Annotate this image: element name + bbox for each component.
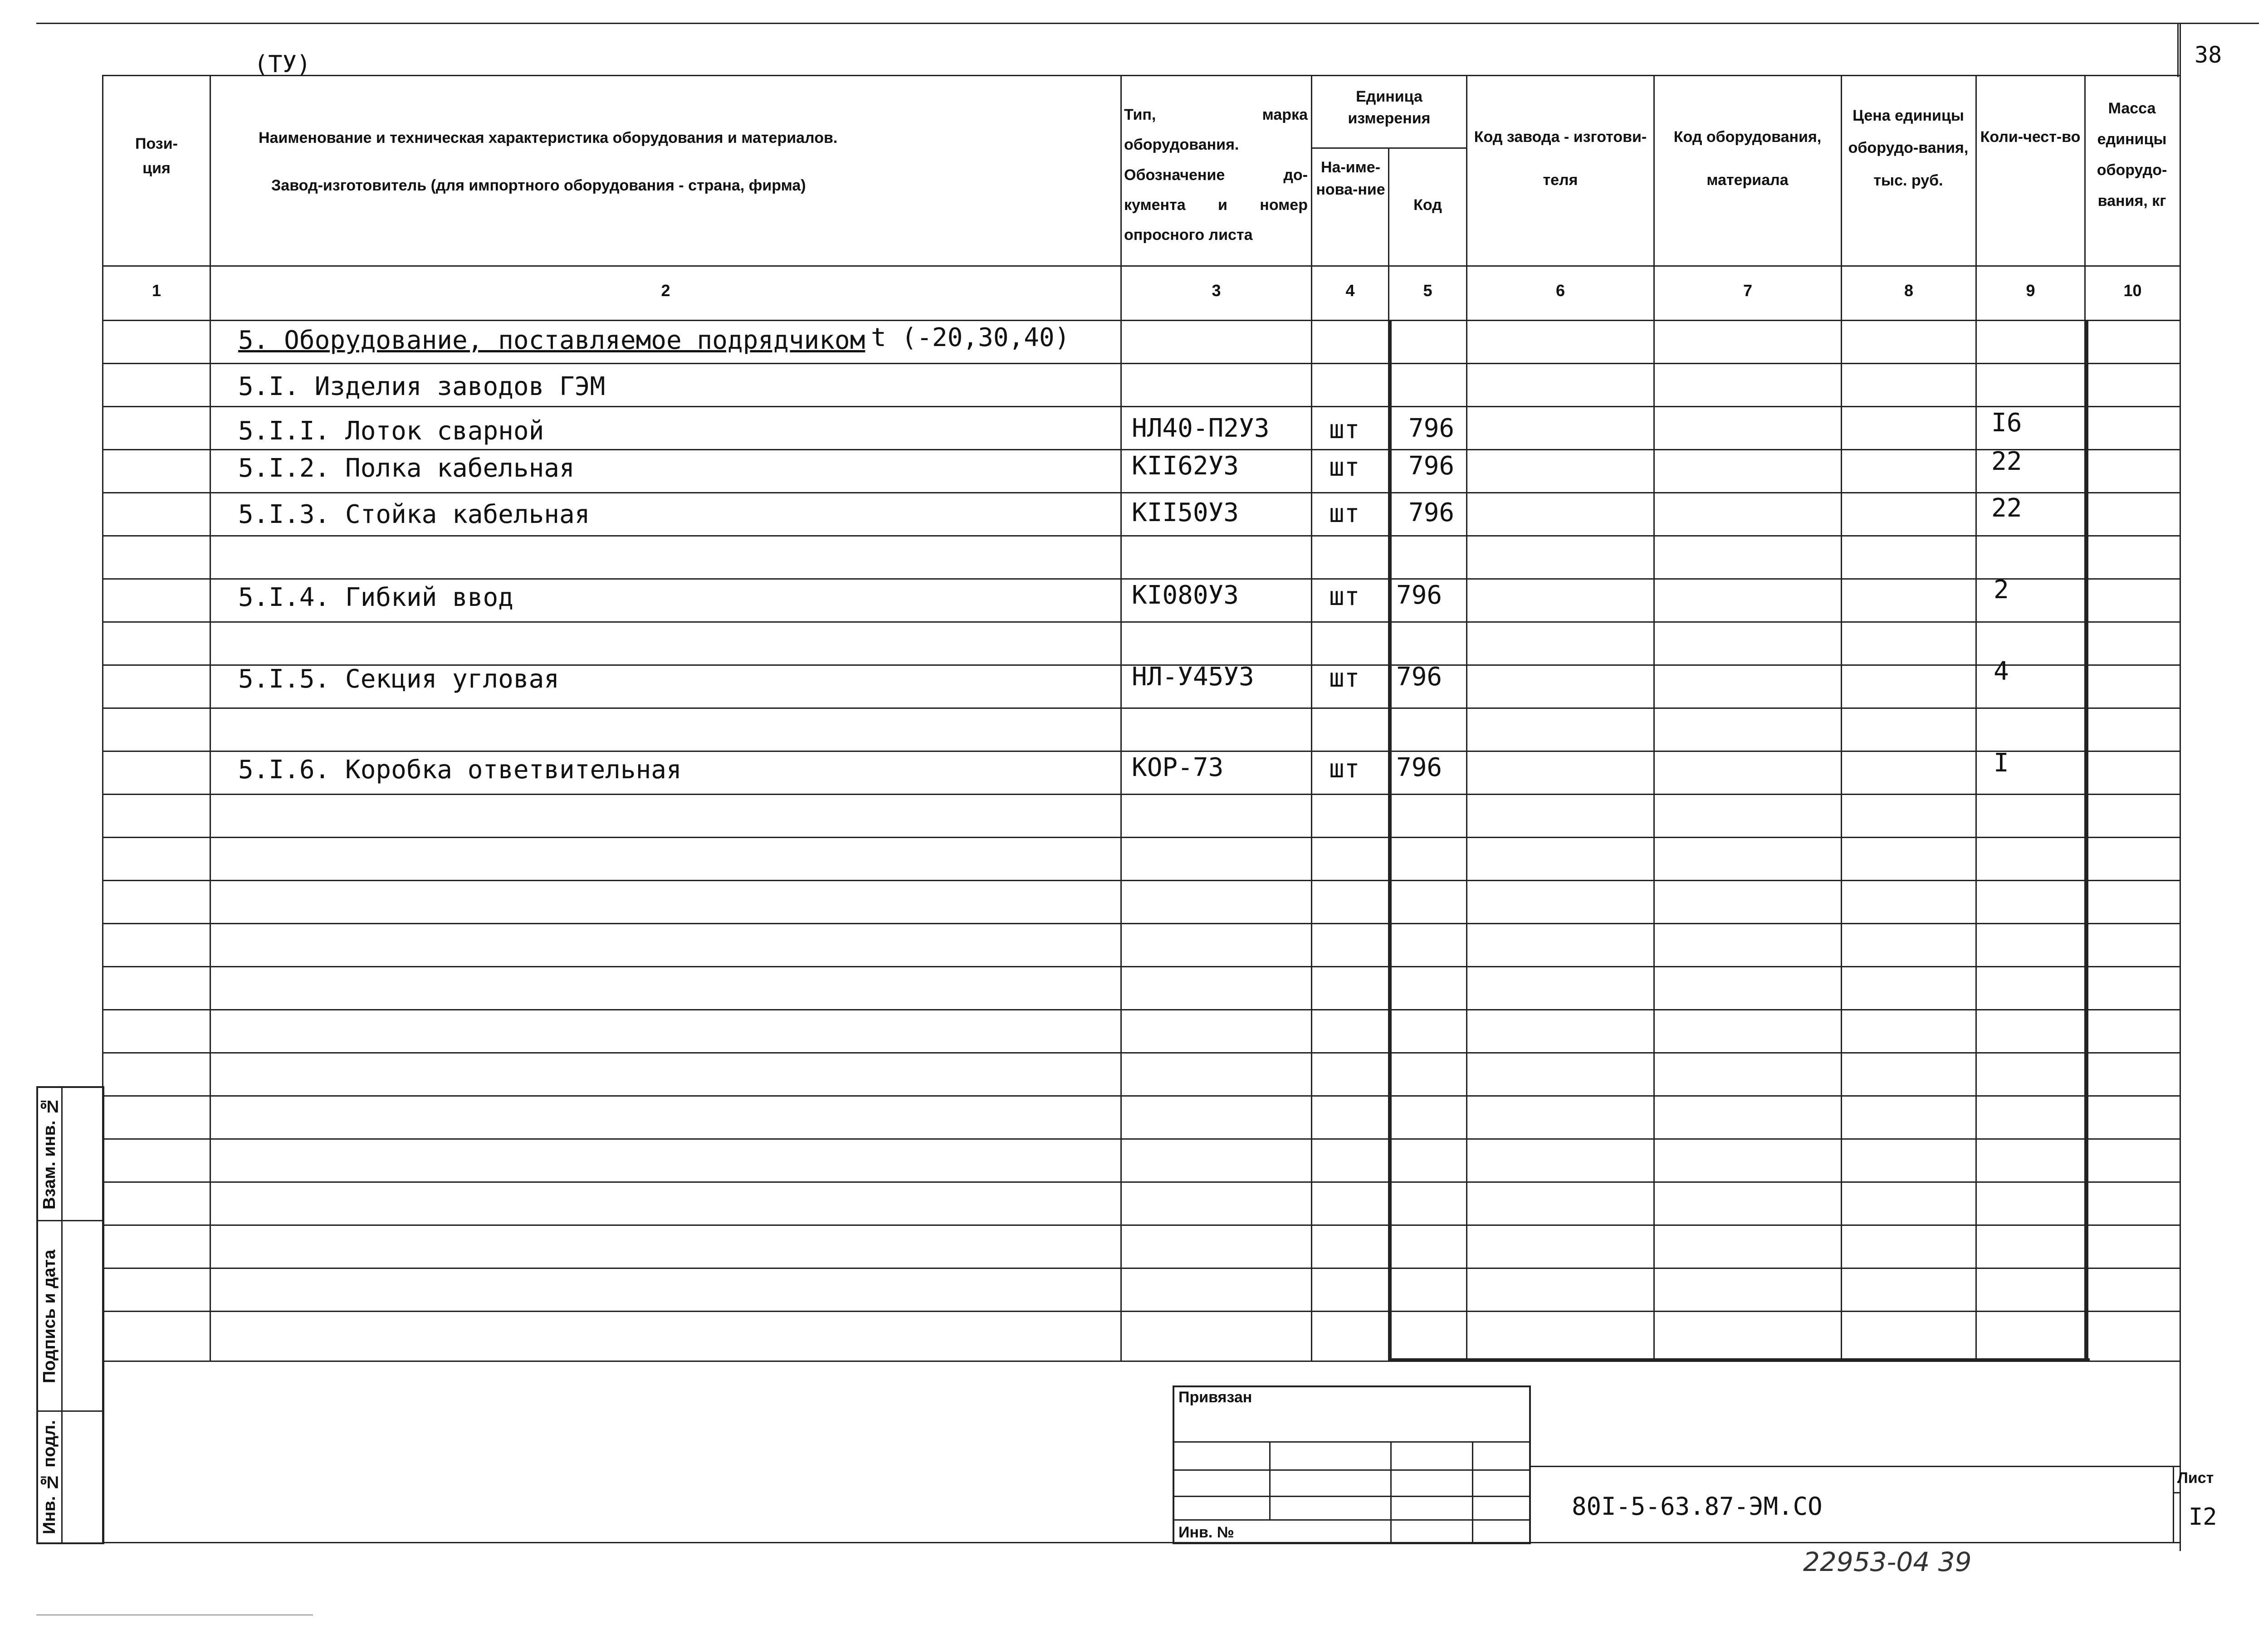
side-label-podpis: Подпись и дата (40, 1249, 59, 1383)
header-equipment-code: Код оборудования, материала (1673, 128, 1822, 189)
item-unit: шт (1329, 453, 1360, 482)
col-line-7 (1841, 75, 1842, 1361)
colnum-10: 10 (2123, 281, 2142, 300)
item-type: КОР-73 (1132, 753, 1224, 782)
header-type: Тип, марка оборудования. Обозначение до-кумента и номер опросного листа (1124, 106, 1308, 244)
row-line (102, 837, 2180, 838)
col-line-5 (1466, 75, 1467, 1361)
unit-group-line (1311, 147, 1466, 149)
row-line (102, 1311, 2180, 1312)
row-line (102, 1138, 2180, 1140)
col-line-6 (1653, 75, 1655, 1361)
row-line (102, 707, 2180, 709)
temperature-note: t (-20,30,40) (871, 323, 1070, 352)
col-line-8 (1975, 75, 1977, 1361)
row-line (102, 363, 2180, 364)
stamp-vline (1472, 1441, 1473, 1543)
colnum-8: 8 (1904, 281, 1914, 300)
item-name: 5.I.I. Лоток сварной (238, 416, 544, 446)
stamp-line (1173, 1441, 1531, 1443)
stamp-line (1173, 1496, 1531, 1497)
header-unit-code: Код (1413, 196, 1442, 214)
archive-number: 22953-04 39 (1803, 1546, 1972, 1577)
row-line (102, 492, 2180, 493)
colnum-7: 7 (1743, 281, 1753, 300)
side-label-vzam: Взам. инв. № (40, 1097, 59, 1210)
item-unit: шт (1329, 582, 1360, 611)
colnum-6: 6 (1555, 281, 1565, 300)
bottom-left-mark-line (36, 1614, 313, 1615)
header-mass: Масса единицы оборудо-вания, кг (2097, 100, 2167, 210)
table-top-line (102, 75, 2180, 76)
colnum-4: 4 (1345, 281, 1355, 300)
row-line (102, 1268, 2180, 1269)
side-stamp-divider (61, 1086, 63, 1544)
item-quantity: 22 (1991, 447, 2022, 476)
stamp-line (1173, 1519, 1531, 1521)
subsection-heading: 5.I. Изделия заводов ГЭМ (238, 372, 606, 401)
side-stamp-line (36, 1410, 104, 1412)
tu-mark: (ТУ) (254, 51, 311, 78)
item-name: 5.I.3. Стойка кабельная (238, 500, 590, 529)
privyazan-label: Привязан (1178, 1389, 1252, 1406)
header-unit-name: На-име-нова-ние (1316, 159, 1385, 199)
item-unit: шт (1329, 754, 1360, 784)
row-line (102, 1181, 2180, 1183)
colnum-2: 2 (661, 281, 670, 300)
row-line (102, 751, 2180, 752)
stamp-vline (1269, 1441, 1271, 1519)
header-position: Пози- ция (135, 135, 178, 177)
code-block-top (1531, 1466, 2181, 1467)
header-unit-group: Единица измерения (1348, 88, 1431, 127)
list-value: I2 (2189, 1503, 2217, 1531)
row-line (102, 923, 2180, 924)
row-line (102, 1095, 2180, 1097)
colnum-5: 5 (1423, 281, 1432, 300)
item-type: КII50У3 (1132, 498, 1239, 527)
item-quantity: 22 (1991, 493, 2022, 523)
right-border (2180, 23, 2181, 1551)
page-number-top: 38 (2195, 42, 2222, 68)
item-quantity: I6 (1991, 408, 2022, 438)
col-line-1 (210, 75, 211, 1361)
item-type: НЛ-У45У3 (1132, 662, 1254, 692)
list-box-left (2173, 1466, 2174, 1543)
inv-no-label: Инв. № (1178, 1524, 1234, 1541)
row-line (102, 1009, 2180, 1010)
col-line-3 (1311, 75, 1312, 1361)
row-line (102, 535, 2180, 537)
header-factory-code: Код завода - изготови-теля (1474, 128, 1647, 189)
item-type: КI080У3 (1132, 580, 1239, 610)
col5-bold-left (1389, 320, 1392, 1361)
number-row-bottom-line (102, 320, 2180, 321)
list-box-line (2173, 1492, 2181, 1493)
document-code: 80I-5-63.87-ЭМ.СО (1572, 1492, 1823, 1521)
item-name: 5.I.2. Полка кабельная (238, 454, 575, 483)
colnum-1: 1 (152, 281, 161, 300)
row-line (102, 794, 2180, 795)
header-quantity: Коли-чест-во (1980, 128, 2081, 146)
row-line (102, 1224, 2180, 1226)
stamp-line (1173, 1469, 1531, 1471)
item-type: КII62У3 (1132, 451, 1239, 481)
item-unit: шт (1329, 663, 1360, 693)
row-line (102, 406, 2180, 407)
bottom-border (102, 1542, 2181, 1543)
colnum-3: 3 (1212, 281, 1221, 300)
page-number-box-left (2177, 23, 2179, 77)
item-unit-code: 796 (1396, 580, 1442, 610)
list-label: Лист (2177, 1469, 2214, 1487)
header-name-line1: Наименование и техническая характеристика оборудования и материалов. (259, 129, 838, 146)
item-quantity: 2 (1994, 575, 2009, 605)
side-stamp-line (36, 1220, 104, 1221)
row-line (102, 621, 2180, 623)
header-price: Цена единицы оборудо-вания, тыс. руб. (1848, 107, 1969, 189)
item-name: 5.I.6. Коробка ответвительная (238, 755, 682, 785)
item-type: НЛ40-П2У3 (1132, 414, 1270, 443)
row-line (102, 966, 2180, 967)
item-name: 5.I.4. Гибкий ввод (238, 583, 513, 612)
header-name-line2: Завод-изготовитель (для импортного оборудования - страна, фирма) (271, 177, 806, 194)
top-edge-line (36, 23, 2259, 24)
row-line (102, 449, 2180, 450)
col-line-2 (1120, 75, 1122, 1361)
item-quantity: 4 (1994, 657, 2009, 686)
side-label-inv-podl: Инв. № подл. (40, 1420, 59, 1535)
item-quantity: I (1994, 748, 2009, 778)
header-bottom-line (102, 265, 2180, 267)
item-unit-code: 796 (1396, 753, 1442, 782)
stamp-vline (1390, 1441, 1392, 1543)
row-line (102, 880, 2180, 881)
item-unit: шт (1329, 415, 1360, 444)
item-unit-code: 796 (1408, 414, 1455, 443)
item-name: 5.I.5. Секция угловая (238, 664, 560, 694)
item-unit-code: 796 (1408, 498, 1455, 527)
item-unit-code: 796 (1408, 451, 1455, 481)
item-unit: шт (1329, 499, 1360, 528)
table-bottom-line (102, 1361, 2180, 1362)
colnum-9: 9 (2026, 281, 2035, 300)
row-line (102, 1052, 2180, 1054)
item-unit-code: 796 (1396, 662, 1442, 692)
row-line (102, 578, 2180, 580)
section-heading: 5. Оборудование, поставляемое подрядчиком (238, 326, 865, 355)
col10-bold-left (2086, 320, 2088, 1361)
